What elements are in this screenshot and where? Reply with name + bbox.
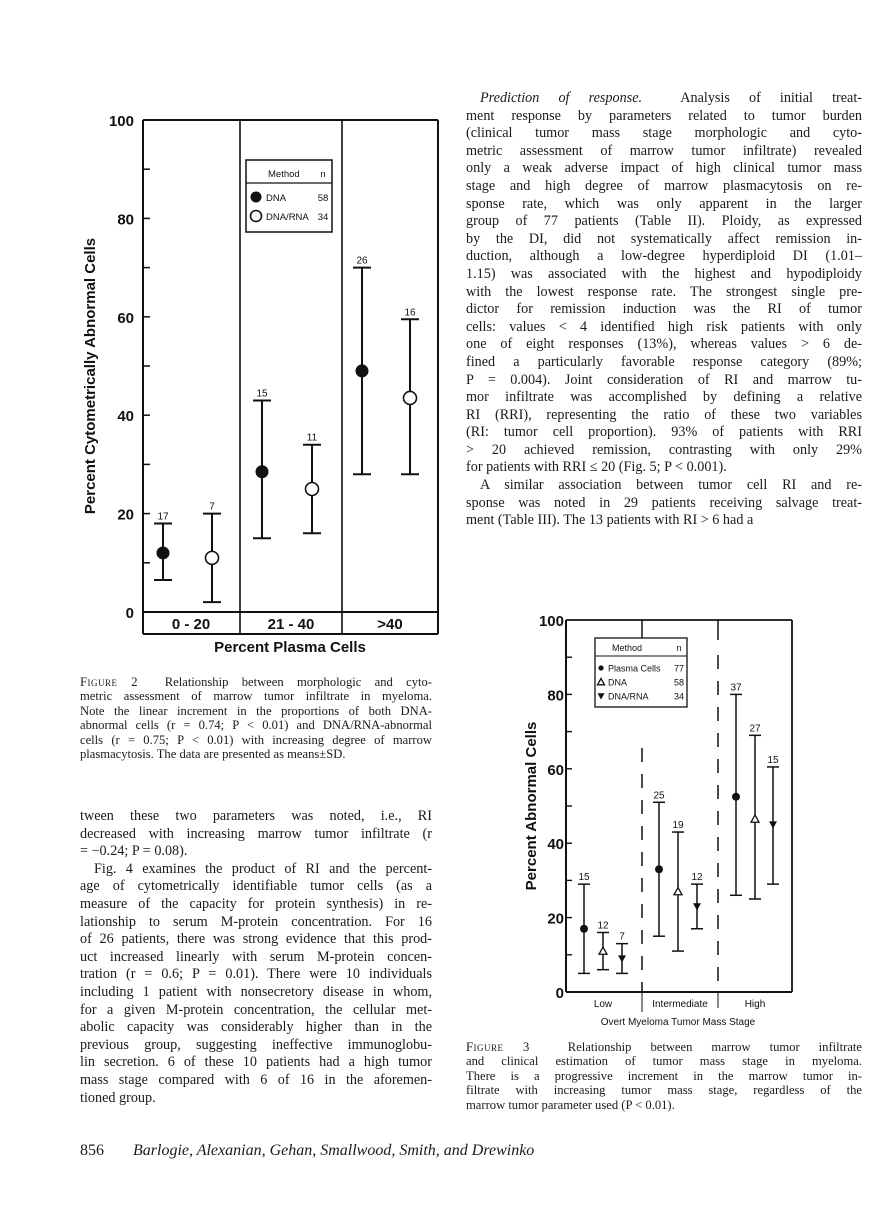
y-axis-label: Percent Abnormal Cells <box>523 721 540 891</box>
y-axis-label: Percent Cytometrically Abnormal Cells <box>82 237 99 515</box>
page-footer <box>80 1142 535 1160</box>
n-label: 25 <box>653 790 665 802</box>
left-column-text <box>80 808 432 1107</box>
text-line: for a given M-protein concentration, the cellular met- <box>80 1001 432 1018</box>
data-point-dna <box>674 888 682 895</box>
right-column-text <box>466 90 862 530</box>
text-line: lationship to serum M-protein concentration. For 16 <box>80 913 432 930</box>
text-line: abolic capacity was considerably higher than in the <box>80 1019 432 1036</box>
legend-n: 34 <box>317 212 329 223</box>
legend-label: DNA <box>608 677 628 688</box>
y-tick-label: 60 <box>547 761 564 779</box>
n-label: 37 <box>730 682 742 694</box>
caption-line: and clinical estimation of tumor mass stage in myeloma. <box>466 1054 862 1069</box>
data-point-dna-rna <box>693 903 701 910</box>
data-point-dna-rna <box>769 821 777 828</box>
text-line: ment (Table III). The 13 patients with RI > 6 had a <box>466 512 754 529</box>
x-axis-label: Overt Myeloma Tumor Mass Stage <box>600 1017 756 1028</box>
x-category-label: >40 <box>377 616 403 633</box>
y-tick-label: 100 <box>538 613 564 630</box>
text-line: Fig. 4 examines the product of RI and the percent- <box>94 860 432 877</box>
legend-header-method: Method <box>612 643 643 653</box>
text-line: age of cytometrically identifiable tumor cells (as a <box>80 878 432 895</box>
y-tick-label: 0 <box>125 605 134 622</box>
text-line: cells: values < 4 identified high risk patients with only <box>466 318 862 335</box>
text-line: P = 0.004). Joint consideration of RI and marrow tu- <box>466 371 862 388</box>
caption-line <box>80 675 432 689</box>
text-line: one of eight responses (13%), whereas values > 6 de- <box>466 336 862 353</box>
caption-line <box>466 1040 862 1054</box>
text-line: lin secretion. 6 of these 10 patients had a high tumor <box>80 1054 432 1071</box>
figure3-caption <box>466 1040 862 1112</box>
text-line: tration (r = 0.6; P = 0.01). There were 10 individuals <box>80 966 432 983</box>
text-line: > 20 achieved remission, contrasting with only 29% <box>466 441 862 458</box>
paragraph-lead: Prediction of response. <box>480 90 643 106</box>
text-line: metric assessment of marrow tumor infiltrate) revealed <box>466 142 862 159</box>
y-tick-label: 20 <box>117 506 134 524</box>
n-label: 15 <box>767 754 779 766</box>
text-line: mass stage compared with 6 of 16 in the aforemen- <box>80 1071 432 1088</box>
n-label: 26 <box>356 255 368 267</box>
y-tick-label: 20 <box>547 910 564 928</box>
legend-label: DNA <box>266 193 287 204</box>
data-point-plasma-cells <box>655 865 663 873</box>
y-tick-label: 60 <box>117 309 134 327</box>
caption-line: metric assessment of marrow tumor infiltrate in myeloma. <box>80 689 432 704</box>
text-line: only a weak adverse impact of high clinical tumor mass <box>466 160 862 177</box>
text-line: including 1 patient with nonsecretory disease in whom, <box>80 983 432 1000</box>
n-label: 16 <box>404 307 416 319</box>
legend-label: Plasma Cells <box>608 663 661 674</box>
legend-label: DNA/RNA <box>266 212 309 223</box>
n-label: 17 <box>157 511 169 523</box>
y-tick-label: 100 <box>108 113 134 130</box>
text-line: (RI: tumor cell proportion). 93% of patients with RRI <box>466 424 862 441</box>
text-line: RI (RRI), representing the ratio of these two variables <box>466 406 862 423</box>
text-line: tioned group. <box>80 1089 156 1106</box>
text-line: stage and high degree of marrow plasmacytosis on re- <box>466 177 862 194</box>
data-point-dna-rna <box>206 551 219 564</box>
data-point-dna-rna <box>306 483 319 496</box>
data-point-dna <box>256 465 269 478</box>
n-label: 15 <box>256 388 268 400</box>
text-line: uct increased linearly with serum M-protein concen- <box>80 948 432 965</box>
caption-line: There is a progressive increment in the marrow tumor in- <box>466 1068 862 1083</box>
caption-line: abnormal cells (r = 0.74; P < 0.01) and DNA/RNA-abnormal <box>80 718 432 733</box>
text-line: previous group, suggesting ineffective immunoglobu- <box>80 1036 432 1053</box>
text-line: = −0.24; P = 0.08). <box>80 843 188 860</box>
text-segment: Analysis of initial treat- <box>680 90 863 106</box>
legend-label: DNA/RNA <box>608 691 649 702</box>
x-category-label: 0 - 20 <box>171 616 211 633</box>
text-line: decreased with increasing marrow tumor infiltrate (r <box>80 825 432 842</box>
text-line: fined a particularly favorable response category (89%; <box>466 353 862 370</box>
caption-line: cells (r = 0.75; P < 0.01) with increasing degree of marrow <box>80 732 432 747</box>
legend-n: 58 <box>673 677 685 688</box>
n-label: 15 <box>578 872 590 884</box>
n-label: 27 <box>749 723 761 735</box>
running-authors: Barlogie, Alexanian, Gehan, Smallwood, Smith, and Drewinko <box>133 1142 535 1159</box>
text-line: dictor for remission induction was the RI of tumor <box>466 301 862 318</box>
y-tick-label: 80 <box>547 687 564 705</box>
x-category-label: Intermediate <box>652 999 708 1010</box>
n-label: 12 <box>691 872 703 884</box>
x-axis-label: Percent Plasma Cells <box>214 639 366 656</box>
text-line: tween these two parameters was noted, i.e., RI <box>80 808 432 824</box>
data-point-dna-rna <box>618 955 626 962</box>
text-line <box>466 90 862 108</box>
data-point-dna <box>356 364 369 377</box>
text-line: with the lowest response rate. The strongest single pre- <box>466 283 862 300</box>
x-category-label: Low <box>593 999 613 1010</box>
text-line: sponse was noted in 29 patients receiving salvage treat- <box>466 494 862 511</box>
figure-label: Figure 2 <box>80 675 139 689</box>
text-line: mor infiltrate was accomplished by defining a relative <box>466 389 862 406</box>
caption-line: marrow tumor parameter used (P < 0.01). <box>466 1097 675 1112</box>
legend-marker-icon <box>598 665 603 670</box>
legend-header-method: Method <box>268 169 300 180</box>
legend-n: 58 <box>317 193 329 204</box>
n-label: 7 <box>209 501 215 513</box>
data-point-dna <box>599 947 607 954</box>
text-line: for patients with RRI ≤ 20 (Fig. 5; P < 0.001). <box>466 459 727 476</box>
text-line: group of 77 patients (Table II). Ploidy, as expressed <box>466 213 862 230</box>
legend-n: 77 <box>673 663 685 674</box>
n-label: 11 <box>306 432 318 444</box>
y-tick-label: 40 <box>547 836 564 854</box>
caption-line: filtrate with increasing tumor mass stage, regardless of the <box>466 1083 862 1098</box>
caption-line: plasmacytosis. The data are presented as means±SD. <box>80 746 346 761</box>
n-label: 19 <box>672 820 684 832</box>
caption-text: Relationship between marrow tumor infiltrate <box>567 1040 863 1054</box>
data-point-plasma-cells <box>580 925 588 933</box>
page-number: 856 <box>80 1142 104 1159</box>
n-label: 12 <box>597 920 609 932</box>
data-point-plasma-cells <box>732 793 740 801</box>
text-line: A similar association between tumor cell RI and re- <box>480 477 862 494</box>
text-line: (clinical tumor mass stage morphologic and cyto- <box>466 125 862 142</box>
n-label: 7 <box>619 931 625 943</box>
data-point-dna-rna <box>404 391 417 404</box>
y-tick-label: 40 <box>117 408 134 426</box>
legend-header-n: n <box>320 169 326 180</box>
legend-header-n: n <box>676 643 682 653</box>
legend-marker-icon <box>251 192 262 203</box>
text-line: duction, although a low-degree hyperdiploid DI (1.01– <box>466 248 862 265</box>
x-category-label: High <box>744 999 766 1010</box>
figure2-caption <box>80 675 432 761</box>
legend-n: 34 <box>673 691 685 702</box>
text-line: of 26 patients, there was strong evidence that this prod- <box>80 931 432 948</box>
text-line: ment response by parameters related to tumor burden <box>466 107 862 124</box>
text-line: sponse rate, which was only apparent in the larger <box>466 195 862 212</box>
text-line: by the DI, did not systematically affect remission in- <box>466 230 862 247</box>
y-tick-label: 0 <box>555 985 564 1002</box>
data-point-dna <box>157 546 170 559</box>
figure-label: Figure 3 <box>466 1040 530 1054</box>
legend-marker-icon <box>251 211 262 222</box>
data-point-dna <box>751 815 759 822</box>
text-line: 1.15) was associated with the highest and hypodiploidy <box>466 265 862 282</box>
caption-text: Relationship between morphologic and cyto- <box>164 675 433 689</box>
y-tick-label: 80 <box>117 211 134 229</box>
caption-line: Note the linear increment in the proportions of both DNA- <box>80 703 432 718</box>
x-category-label: 21 - 40 <box>267 616 315 633</box>
text-line: measure of the capacity for protein synthesis) in re- <box>80 895 432 912</box>
